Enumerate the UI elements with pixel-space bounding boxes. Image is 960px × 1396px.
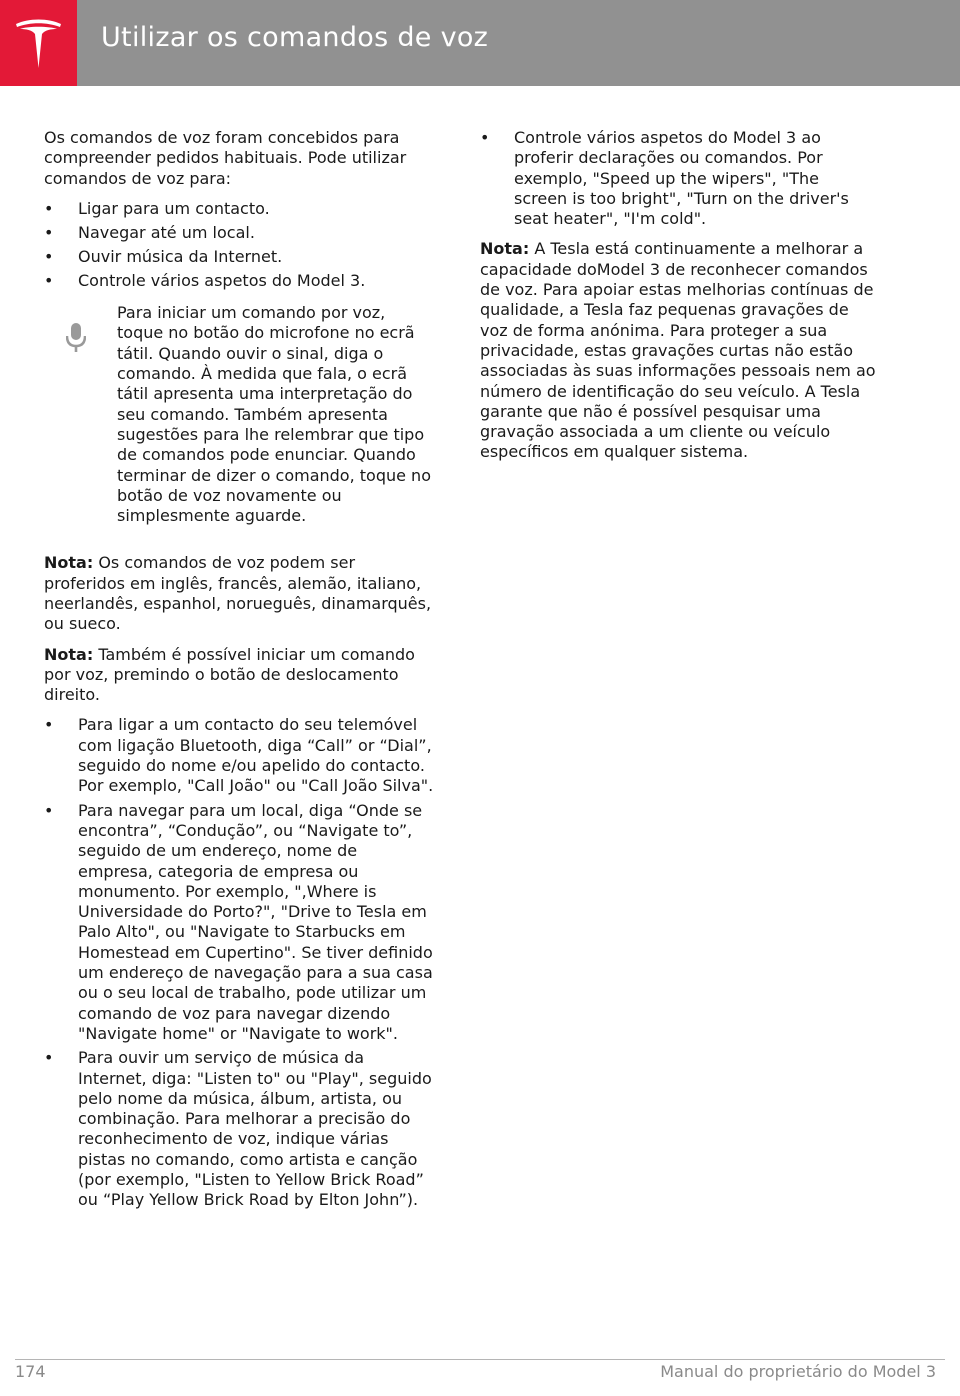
bullet-icon: •: [44, 800, 54, 820]
page-title: Utilizar os comandos de voz: [101, 22, 489, 53]
list-item: • Ligar para um contacto.: [44, 198, 270, 218]
list-item: • Ouvir música da Internet.: [44, 246, 283, 266]
note-paragraph: [44, 553, 436, 634]
bullet-icon: •: [44, 715, 54, 735]
manual-title: Manual do proprietário do Model 3: [660, 1362, 936, 1381]
page-number: 174: [15, 1362, 46, 1381]
microphone-instruction: [44, 303, 436, 526]
page-header: [0, 0, 960, 86]
bullet-icon: •: [44, 198, 54, 218]
right-column: [480, 128, 876, 473]
list-item: • Controle vários aspetos do Model 3.: [44, 270, 366, 290]
note-paragraph: [44, 645, 436, 706]
note-text: A Tesla está continuamente a melhorar a capacidade doModel 3 de reconhecer comandos de voz. Para apoiar estas melhorias contínuas de qualidade, a Tesla faz pequenas gravações de voz de forma anónima. Para proteger a sua privacidade, estas gravações curtas não estão associadas às suas informações pessoais nem ao número de identificação do seu veículo. A Tesla garante que não é possível pesquisar uma gravação associada a um cliente ou veículo específicos em qualquer sistema.: [480, 239, 876, 462]
intro-paragraph: Os comandos de voz foram concebidos para compreender pedidos habituais. Pode utilizar comandos de voz para:: [44, 128, 407, 188]
note-label: Nota:: [44, 644, 94, 664]
list-item: • Controle vários aspetos do Model 3 ao proferir declarações ou comandos. Por exemplo, "Speed up the wipers", "The screen is too bright", "Turn on the driver's seat heater", "I'm cold".: [480, 128, 849, 229]
note-label: Nota:: [44, 553, 94, 573]
microphone-icon: [66, 323, 86, 353]
list-item: • Navegar até um local.: [44, 222, 255, 242]
control-list: [480, 128, 876, 229]
note-text: Os comandos de voz podem ser proferidos em inglês, francês, alemão, italiano, neerlandês, espanhol, norueguês, dinamarquês, ou sueco.: [44, 553, 432, 634]
bullet-icon: •: [480, 128, 490, 147]
command-details-list: [44, 715, 436, 1210]
microphone-instruction-text: Para iniciar um comando por voz, toque no botão do microfone no ecrã tátil. Quando ouvir o sinal, diga o comando. À medida que fala, o ecrã tátil apresenta uma interpretação do seu comando. Também apresenta sugestões para lhe relembrar que tipo de comandos pode enunciar. Quando terminar de dizer o comando, toque no botão de voz novamente ou simplesmente aguarde.: [117, 303, 431, 526]
bullet-icon: •: [44, 222, 54, 242]
tesla-logo-icon: [13, 17, 64, 69]
note-paragraph: [480, 239, 876, 462]
bullet-icon: •: [44, 1048, 54, 1068]
left-column: [44, 128, 436, 1221]
footer-divider: [15, 1359, 945, 1360]
logo-box: [0, 0, 77, 86]
note-label: Nota:: [480, 239, 530, 259]
bullet-icon: •: [44, 246, 54, 266]
list-item: • Para ouvir um serviço de música da Internet, diga: "Listen to" ou "Play", seguido pelo nome da música, álbum, artista, ou combinação. Para melhorar a precisão do reconhecimento de voz, indique várias pistas no comando, como artista e canção (por exemplo, "Listen to Yellow Brick Road” ou “Play Yellow Brick Road by Elton John”).: [44, 1048, 432, 1210]
list-item: • Para ligar a um contacto do seu telemóvel com ligação Bluetooth, diga “Call” or “Dial”, seguido do nome e/ou apelido do contacto. Por exemplo, "Call João" ou "Call João Silva".: [44, 715, 434, 796]
note-text: Também é possível iniciar um comando por voz, premindo o botão de deslocamento direito.: [44, 644, 415, 705]
bullet-icon: •: [44, 270, 54, 290]
list-item: • Para navegar para um local, diga “Onde se encontra”, “Condução”, ou “Navigate to”, seguido de um endereço, nome de empresa, categoria de empresa ou monumento. Por exemplo, ",Where is Universidade do Porto?", "Drive to Tesla em Palo Alto", ou "Navigate to Starbucks em Homestead em Cupertino". Se tiver definido um endereço de navegação para a sua casa ou o seu local de trabalho, pode utilizar um comando de voz para navegar dizendo "Navigate home" or "Navigate to work".: [44, 800, 433, 1043]
uses-list: [44, 199, 436, 291]
